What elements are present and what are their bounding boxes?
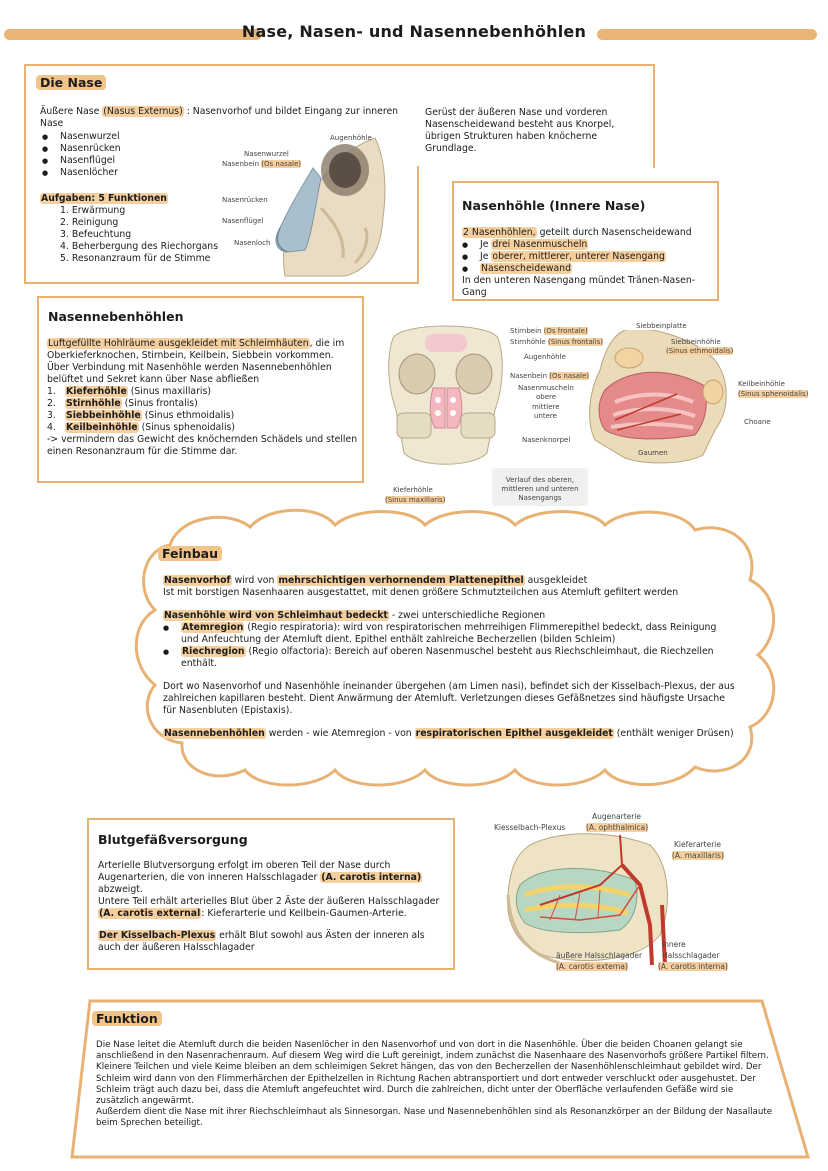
label-kieferarterie-hl: (A. maxillaris) xyxy=(672,851,724,860)
label-nasenfluegel: Nasenflügel xyxy=(222,217,264,225)
label-nasenloch: Nasenloch xyxy=(234,239,271,247)
list-item: ● Nasenwurzel xyxy=(42,131,121,143)
nose-parts-list xyxy=(42,131,121,179)
label-siebbeinplatte: Siebbeinplatte xyxy=(636,322,687,330)
label-aeussere-hl: (A. carotis externa) xyxy=(556,962,628,971)
list-item: 2. Reinigung xyxy=(60,217,119,228)
innere-nase-text: 2 Nasenhöhlen, geteilt durch Nasenscheidewand ● Je drei Nasenmuscheln ● Je oberer, mittlerer, unterer Nasengang ● Nasenscheidewand In den unteren Nasengang mündet Tränen-Nasen-Gang xyxy=(462,227,717,299)
aufgaben-label: Aufgaben: 5 Funktionen xyxy=(41,193,167,204)
label-kiesselbach: Kiesselbach-Plexus xyxy=(494,823,566,832)
label-innere-halsschlagader: Halsschlagader xyxy=(662,951,720,960)
list-item: ● Nasenlöcher xyxy=(42,167,121,179)
label-kieferhoehle: Kieferhöhle xyxy=(393,486,433,494)
nasennebenhoehlen-text: Luftgefüllte Hohlräume ausgekleidet mit Schleimhäuten, die im Oberkieferknochen, Stirnbein, Keilbein, Siebbein vorkommen. Über Verbindung mit Nasenhöhle werden Nasennebenhöhlen belüftet und Sekret kann über Nase abfließen 1. Kieferhöhle (Sinus maxillaris) 2. Stirnhöhle (Sinus frontalis) 3. Siebbeinhöhle (Sinus ethmoidalis) 4. Keilbeinhöhle (Sinus sphenoidalis) -> vermindern das Gewicht des knöchernden Schädels und stellen einen Resonanzraum für die Stimme dar. xyxy=(47,338,358,457)
label-obere: obere xyxy=(536,393,557,401)
nasennebenhoehlen-heading: Nasennebenhöhlen xyxy=(48,309,184,324)
label-innere: innere xyxy=(662,940,686,949)
label-stirnbein: Stirnbein (Os frontale) xyxy=(510,327,588,335)
label-nasenruecken: Nasenrücken xyxy=(222,196,268,204)
list-item: 1. Kieferhöhle (Sinus maxillaris) xyxy=(47,386,211,397)
feinbau-heading: Feinbau xyxy=(158,543,222,562)
list-item: ● Je oberer, mittlerer, unterer Nasengang xyxy=(462,251,717,263)
list-item: ● Nasenrücken xyxy=(42,143,121,155)
label-nasenmuscheln: Nasenmuscheln xyxy=(518,384,574,392)
funktion-text: Die Nase leitet die Atemluft durch die beiden Nasenlöcher in den Nasenvorhof und von dort in die Nasenhöhle. Über die beiden Choanen gelangt sie anschließend in den Nasenrachenraum. Auf diesem Weg wird die Luft gereinigt, indem zunächst die Nasenhaare des Nasenvorhofs größere Partikel filtern. Kleinere Teilchen und viele Keime bleiben an dem schleimigen Sekret hängen, das von den Becherzellen der Nasenhöhlenschleimhaut gebildet wird. Der Schleim wird dann von den Flimmerhärchen der Epithelzellen in Richtung Rachen abtransportiert und dort entweder verschluckt oder ausgehustet. Der Schleim trägt auch dazu bei, dass die Atemluft angefeuchtet wird. Durch die zahlreichen, dicht unter der Oberfläche verlaufenden Gefäße wird sie zusätzlich angewärmt. Außerdem dient die Nase mit ihrer Riechschleimhaut als Sinnesorgan. Nase und Nasennebenhöhlen sind als Resonanzkörper an der Bildung der Nasallaute beim Sprechen beteiligt. xyxy=(96,1040,773,1129)
label-nasenwurzel: Nasenwurzel xyxy=(244,150,289,158)
label-nasenbein-2: Nasenbein (Os nasale) xyxy=(510,372,590,380)
label-augenarterie-hl: (A. ophthalmica) xyxy=(586,823,649,832)
label-aeussere-halsschlagader: äußere Halsschlagader xyxy=(556,951,643,960)
label-nasenknorpel: Nasenknorpel xyxy=(522,436,571,444)
label-augenhoehle-2: Augenhöhle xyxy=(524,353,566,361)
die-nase-heading: Die Nase xyxy=(36,72,106,91)
list-item: 4. Beherbergung des Riechorgans xyxy=(60,241,219,252)
skull-sinus-illustration xyxy=(383,318,508,473)
feinbau-text: Nasenvorhof wird von mehrschichtigen verhornendem Plattenepithel ausgekleidet Ist mit borstigen Nasenhaaren ausgestattet, mit denen größere Schmutzteilchen aus Atemluft gefiltert werden Nasenhöhle wird von Schleimhaut bedeckt - zwei unterschiedliche Regionen ● Atemregion (Regio respiratoria): wird von respiratorischen mehrreihigen Flimmerepithel bedeckt, dass Reinigung und Anfeuchtung der Atemluft dient. Epithel enthält zahlreiche Becherzellen (bilden Schleim) ● Riechregion (Regio olfactoria): Bereich auf oberen Nasenmuschel besteht aus Riechschleimhaut, die Riechzellen enthält. Dort wo Nasenvorhof und Nasenhöhle ineinander übergehen (am Limen nasi), befindet sich der Kisselbach-Plexus, der aus zahlreichen kapillaren besteht. Dient Anwärmung der Atemluft. Verletzungen dieses Gefäßnetzes sind häufigste Ursache für Nasenbluten (Epistaxis). Nasennebenhöhlen werden - wie Atemregion - von respiratorischen Epithel ausgekleidet (enthält weniger Drüsen) xyxy=(163,575,735,740)
page-title: Nase, Nasen- und Nasennebenhöhlen xyxy=(241,22,587,41)
label-nasenbein: Nasenbein (Os nasale) xyxy=(222,160,302,168)
label-augenhoehle: Augenhöhle xyxy=(330,134,372,142)
label-choane: Choane xyxy=(744,418,771,426)
funktion-heading: Funktion xyxy=(92,1008,162,1027)
label-kieferarterie: Kieferarterie xyxy=(674,840,721,849)
label-gaumen: Gaumen xyxy=(638,449,668,457)
list-item: 3. Befeuchtung xyxy=(60,229,132,240)
list-item: 1. Erwärmung xyxy=(60,205,126,216)
label-innere-hl: (A. carotis interna) xyxy=(658,962,728,971)
blood-supply-illustration xyxy=(500,825,675,970)
blutgefaesse-text: Arterielle Blutversorgung erfolgt im oberen Teil der Nase durch Augenarterien, die von inneren Halsschlagader (A. carotis interna) abzweigt. Untere Teil erhält arterielles Blut über 2 Äste der äußeren Halsschlagader (A. carotis external: Kieferarterie und Keilbein-Gaumen-Arterie. Der Kisselbach-Plexus erhält Blut sowohl aus Ästen der inneren als auch der äußeren Halsschlagader xyxy=(98,860,440,953)
aufgaben-list xyxy=(42,205,218,265)
list-item: 3. Siebbeinhöhle (Sinus ethmoidalis) xyxy=(47,410,235,421)
list-item: 4. Keilbeinhöhle (Sinus sphenoidalis) xyxy=(47,422,236,433)
verlauf-legend: Verlauf des oberen, mittleren und unteren Nasengangs xyxy=(492,468,588,506)
list-item: ● Nasenflügel xyxy=(42,155,121,167)
label-keilbeinhoehle: Keilbeinhöhle xyxy=(738,380,785,388)
list-item: 5. Resonanzraum für de Stimme xyxy=(60,253,211,264)
geruest-text: Gerüst der äußeren Nase und vorderen Nasenscheidewand besteht aus Knorpel, übrigen Strukturen haben knöcherne Grundlage. xyxy=(425,107,615,154)
label-mittlere: mittlere xyxy=(532,403,560,411)
die-nase-intro: Äußere Nase (Nasus Externus) : Nasenvorhof und bildet Eingang zur inneren Nase xyxy=(40,106,399,129)
blutgefaesse-heading: Blutgefäßversorgung xyxy=(98,832,248,847)
label-keilbeinhoehle-hl: (Sinus sphenoidalis) xyxy=(738,390,809,398)
label-siebbeinhoehle: Siebbeinhöhle xyxy=(671,338,721,346)
innere-nase-heading: Nasenhöhle (Innere Nase) xyxy=(462,198,646,213)
list-item: ● Nasenscheidewand xyxy=(462,263,717,275)
list-item: 2. Stirnhöhle (Sinus frontalis) xyxy=(47,398,198,409)
list-item: ● Riechregion (Regio olfactoria): Bereich auf oberen Nasenmuschel besteht aus Riechschleimhaut, die Riechzellen enthält. xyxy=(163,646,735,670)
label-untere: untere xyxy=(534,412,557,420)
list-item: ● Je drei Nasenmuscheln xyxy=(462,239,717,251)
label-kieferhoehle-hl: (Sinus maxillaris) xyxy=(385,496,446,504)
list-item: ● Atemregion (Regio respiratoria): wird von respiratorischen mehrreihigen Flimmerepithel bedeckt, dass Reinigung und Anfeuchtung der Atemluft dient. Epithel enthält zahlreiche Becherzellen (bilden Schleim) xyxy=(163,622,735,646)
label-stirnhoehle: Stirnhöhle (Sinus frontalis) xyxy=(510,338,604,346)
label-siebbeinhoehle-hl: (Sinus ethmoidalis) xyxy=(666,347,734,355)
label-augenarterie: Augenarterie xyxy=(592,812,642,821)
